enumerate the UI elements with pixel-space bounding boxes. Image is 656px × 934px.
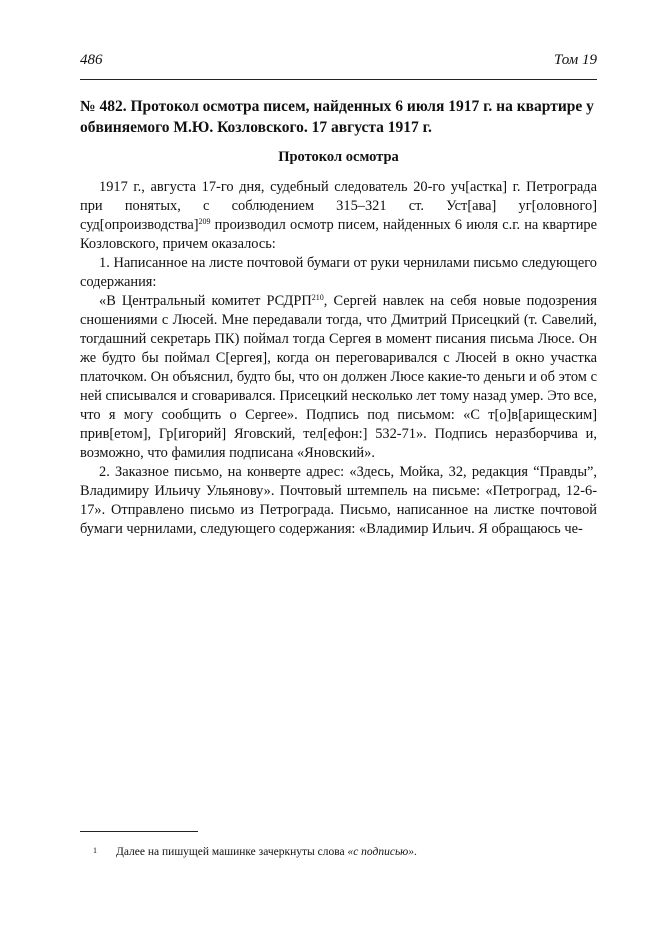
footnote-ref: 209 bbox=[198, 217, 211, 226]
paragraph-text: 2. Заказное письмо, на конверте адрес: «Здесь, Мойка, 32, редакция “Правды”, Владимиру Ильичу Ульянову». Почтовый штемпель на письме: «Петроград, 12-6-17». Отправлено письмо из Петрограда. Письмо, написанное на листке почтовой бумаги чернилами, следующего содержания: «Владимир Ильич. Я обращаюсь че- bbox=[80, 464, 597, 537]
document-body bbox=[80, 178, 597, 539]
paragraph bbox=[80, 463, 597, 539]
footnote-mark: 1 bbox=[93, 846, 97, 855]
paragraph bbox=[80, 254, 597, 292]
document-title: № 482. Протокол осмотра писем, найденных 6 июля 1917 г. на квартире у обвиняемого М.Ю. Козловского. 17 августа 1917 г. bbox=[80, 98, 594, 136]
footnote-divider bbox=[80, 831, 198, 832]
paragraph bbox=[80, 292, 597, 463]
paragraph-text-cont: , Сергей навлек на себя новые подозрения сношениями с Люсей. Мне передавали тогда, что Дмитрий Присецкий (т. Савелий, тогдашний секретарь ПК) поймал тогда Сергея в момент писания письма Люсе. Он же будто бы поймал С[ергея], когда он переговаривался с Люсей в окно участка платочком. Он объяснил, будто бы, что он должен Люсе какие-то деньги и об этом с ней списывался и сговаривался. Присецкий несколько лет тому назад умер. Это все, что я могу сообщить о Сергее». Подпись под письмом: «С т[о]в[арищеским] прив[етом], Гр[игорий] Яговский, тел[ефон:] 532-71». Подпись неразборчива и, возможно, что фамилия подписана «Яновский». bbox=[80, 293, 597, 461]
paragraph-text: 1917 г., августа 17-го дня, судебный следователь 20-го уч[астка] г. Петрограда при понятых, с соблюдением 315–321 ст. Уст[ава] уг[оловного] суд[опроизводства] bbox=[80, 179, 597, 233]
paragraph bbox=[80, 178, 597, 254]
volume-label: Том 19 bbox=[553, 52, 597, 68]
paragraph-text-cont: производил осмотр писем, найденных 6 июля с.г. на квартире Козловского, причем оказалось: bbox=[80, 217, 597, 252]
document-subtitle: Протокол осмотра bbox=[278, 149, 399, 165]
header-divider bbox=[80, 79, 597, 80]
footnote-ref: 210 bbox=[311, 293, 324, 302]
paragraph-text: 1. Написанное на листе почтовой бумаги от руки чернилами письмо следующего содержания: bbox=[80, 255, 597, 290]
footnote-emphasis: «с подписью» bbox=[347, 846, 415, 858]
footnote-text bbox=[116, 845, 417, 860]
running-header bbox=[80, 52, 597, 74]
page-number: 486 bbox=[80, 52, 103, 68]
footnote-end: . bbox=[414, 846, 417, 858]
paragraph-text: «В Центральный комитет РСДРП bbox=[99, 293, 312, 309]
footnote-body: Далее на пишущей машинке зачеркнуты слова bbox=[116, 846, 348, 858]
